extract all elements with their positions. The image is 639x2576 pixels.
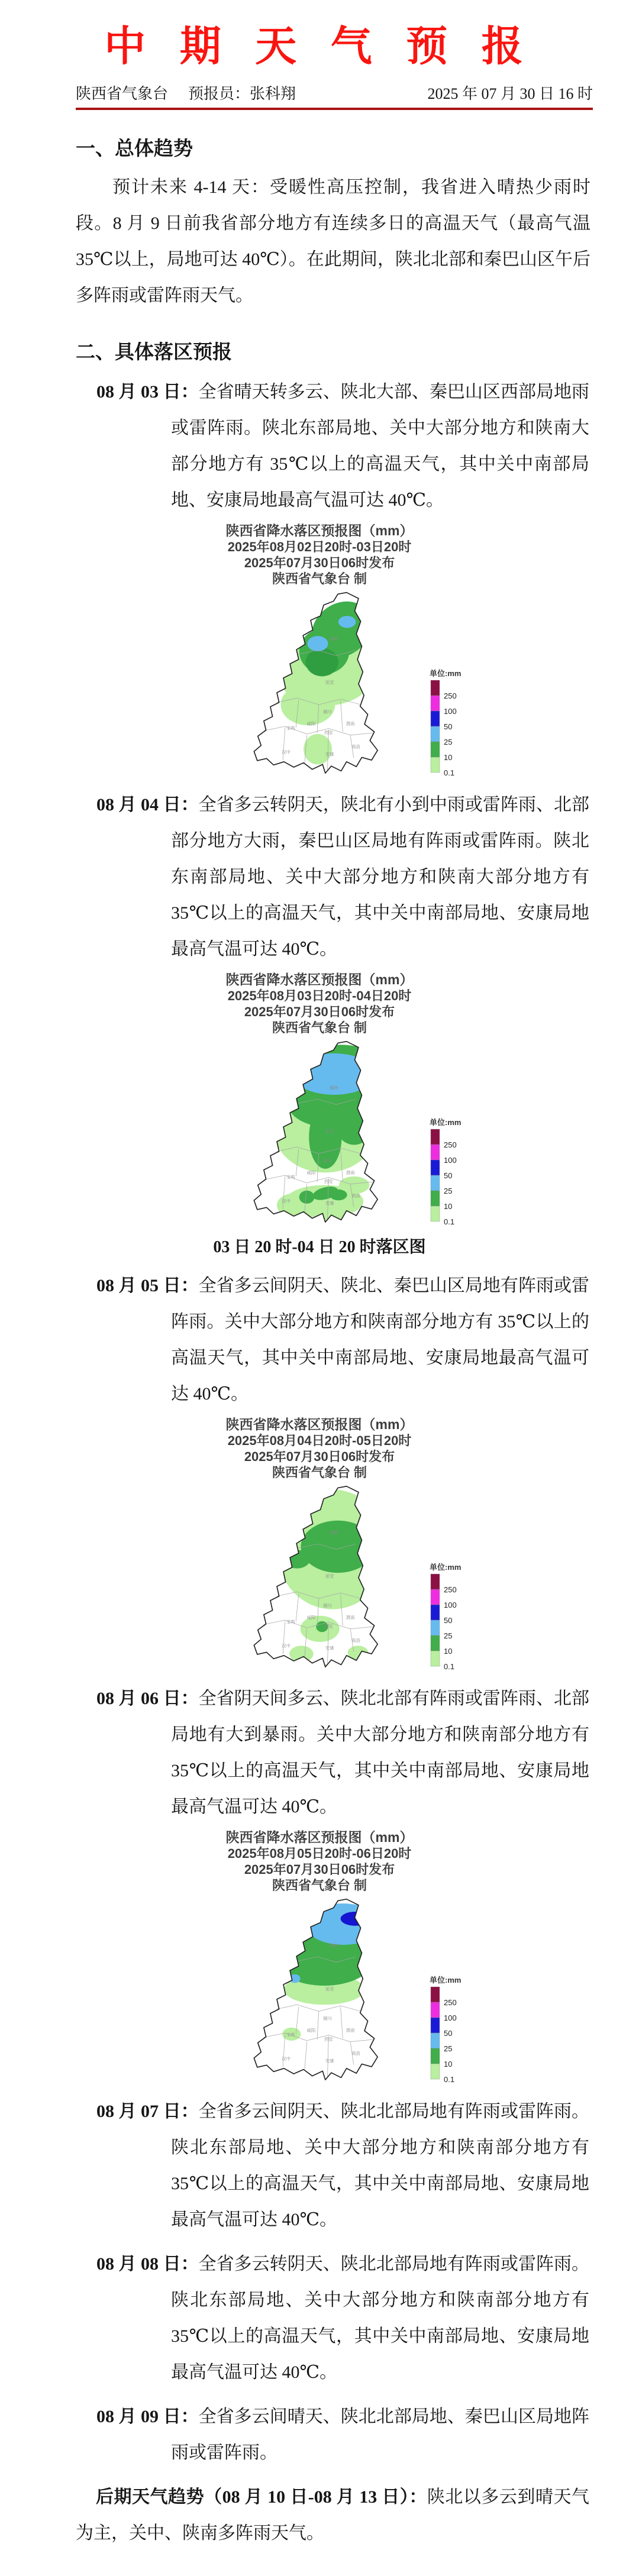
legend-value: 100 — [444, 2013, 457, 2022]
shaanxi-precip-map — [154, 1483, 485, 1672]
forecaster-name: 预报员：张科翔 — [188, 85, 296, 102]
map-title: 陕西省降水落区预报图（mm） — [225, 1830, 414, 1845]
city-label: 榆林 — [330, 1942, 338, 1948]
map-title-block — [136, 1830, 503, 1893]
legend-swatch — [431, 2002, 440, 2018]
city-label: 渭南 — [346, 1170, 355, 1176]
section-heading-detail: 二、具体落区预报 — [76, 341, 232, 363]
agency-name: 陕西省气象台 — [76, 85, 169, 102]
city-label: 商洛 — [351, 2050, 360, 2056]
legend-swatch — [431, 2048, 440, 2064]
legend-value: 250 — [444, 1998, 457, 2007]
city-label: 商洛 — [351, 1637, 360, 1643]
entry-date: 08 月 07 日： — [96, 2102, 199, 2121]
legend-value: 250 — [444, 1585, 457, 1594]
map-issued: 2025年07月30日06时发布 — [244, 1004, 395, 1019]
legend-value: 10 — [444, 1647, 453, 1656]
forecast-entry-aug07 — [96, 2093, 589, 2238]
entry-date: 08 月 09 日： — [96, 2407, 199, 2426]
city-label: 咸阳 — [306, 1170, 316, 1176]
map-credit: 陕西省气象台 制 — [272, 571, 367, 586]
page-title: 中 期 天 气 预 报 — [104, 24, 535, 70]
legend-swatch — [431, 757, 440, 773]
map-title: 陕西省降水落区预报图（mm） — [225, 972, 414, 987]
legend-unit-label: 单位:mm — [430, 669, 462, 678]
map-issued: 2025年07月30日06时发布 — [244, 1862, 395, 1877]
city-label: 榆林 — [330, 1085, 338, 1091]
legend-swatch — [431, 1651, 440, 1666]
city-label: 铜川 — [323, 2015, 332, 2021]
shaanxi-precip-map — [154, 1896, 485, 2085]
map-legend — [430, 1118, 461, 1226]
legend-value: 0.1 — [444, 2075, 455, 2084]
entry-date: 08 月 06 日： — [96, 1689, 199, 1708]
entry-text: 全省多云转阴天，陕北有小到中雨或雷阵雨、北部部分地方大雨，秦巴山区局地有阵雨或雷阵雨。陕北东南部局地、关中大部分地方和陕南大部分地方有 35℃以上的高温天气，其中关中南部局地、安康局地最高气温可达 40℃。 — [171, 795, 590, 959]
city-label: 汉中 — [282, 749, 291, 755]
city-label: 安康 — [325, 1645, 334, 1651]
legend-swatch — [431, 1636, 440, 1651]
legend-value: 0.1 — [444, 768, 455, 777]
city-label: 铜川 — [323, 1602, 332, 1608]
legend-value: 100 — [444, 1156, 457, 1165]
city-label: 安康 — [325, 751, 334, 757]
precip-areas — [277, 1489, 388, 1672]
map-caption: 03 日 20 时-04 日 20 时落区图 — [213, 1238, 426, 1256]
legend-value: 25 — [444, 738, 453, 746]
legend-unit-label: 单位:mm — [430, 1118, 462, 1127]
city-label: 西安 — [324, 1178, 333, 1184]
city-label: 咸阳 — [306, 1615, 316, 1621]
legend-value: 25 — [444, 1187, 453, 1195]
city-label: 西安 — [324, 729, 333, 735]
city-label: 汉中 — [282, 1198, 291, 1204]
city-label: 西安 — [324, 2036, 333, 2042]
city-label: 商洛 — [351, 1192, 360, 1198]
entry-date: 08 月 05 日： — [96, 1276, 199, 1295]
map-period: 2025年08月03日20时-04日20时 — [227, 988, 412, 1003]
legend-swatch — [431, 2064, 440, 2079]
later-trend-paragraph — [76, 2479, 589, 2551]
city-label: 渭南 — [346, 721, 355, 727]
city-label: 榆林 — [330, 636, 338, 642]
city-label: 铜川 — [323, 1158, 332, 1163]
city-label: 宝鸡 — [286, 1174, 295, 1180]
overview-paragraph: 预计未来 4-14 天：受暖性高压控制，我省进入晴热少雨时段。8 月 9 日前我省部分地方有连续多日的高温天气（最高气温 35℃以上，局地可达 40℃）。在此期间，陕北北部和秦巴山区午后多阵雨或雷阵雨天气。 — [76, 177, 590, 305]
city-label: 汉中 — [282, 2056, 291, 2061]
legend-value: 0.1 — [444, 1662, 455, 1671]
forecast-document — [0, 18, 639, 2576]
city-label: 宝鸡 — [286, 2032, 295, 2038]
precip-map-canvas — [136, 589, 503, 778]
legend-swatch — [431, 1620, 440, 1636]
map-issued: 2025年07月30日06时发布 — [244, 1449, 395, 1464]
legend-swatch — [431, 1191, 440, 1206]
legend-value: 250 — [444, 1140, 457, 1149]
legend-value: 10 — [444, 753, 453, 762]
map-period: 2025年08月05日20时-06日20时 — [227, 1846, 412, 1861]
city-label: 咸阳 — [306, 721, 316, 727]
issuing-agency-line — [76, 82, 316, 104]
legend-value: 10 — [444, 2060, 453, 2068]
city-label: 安康 — [325, 2058, 334, 2064]
forecast-entry-aug06 — [96, 1680, 589, 1825]
city-label: 铜川 — [323, 709, 332, 715]
legend-value: 10 — [444, 1202, 453, 1211]
map-period: 2025年08月04日20时-05日20时 — [227, 1433, 412, 1448]
legend-unit-label: 单位:mm — [430, 1563, 462, 1572]
map-credit: 陕西省气象台 制 — [272, 1465, 367, 1480]
legend-value: 100 — [444, 1601, 457, 1609]
entry-text: 全省多云间阴天、陕北、秦巴山区局地有阵雨或雷阵雨。关中大部分地方和陕南部分地方有 35℃以上的高温天气，其中关中南部局地、安康局地最高气温可达 40℃。 — [171, 1276, 590, 1404]
legend-swatch — [431, 711, 440, 726]
legend-value: 50 — [444, 1171, 453, 1180]
legend-value: 50 — [444, 1616, 453, 1625]
map-legend — [430, 1976, 461, 2084]
entry-date: 08 月 08 日： — [96, 2254, 199, 2274]
legend-swatch — [431, 726, 440, 742]
forecast-entry-aug05 — [96, 1268, 589, 1412]
legend-value: 25 — [444, 1631, 453, 1640]
city-label: 榆林 — [330, 1530, 338, 1536]
city-label: 延安 — [325, 1986, 334, 1992]
city-label: 渭南 — [346, 1615, 355, 1621]
shaanxi-precip-map — [154, 589, 485, 778]
later-trend-text: 陕北以多云到晴天气为主，关中、陕南多阵雨天气。 — [76, 2487, 589, 2543]
document-subheader — [76, 82, 593, 110]
map-title-block — [136, 523, 503, 587]
map-legend — [430, 669, 461, 777]
precip-map-canvas — [136, 1038, 503, 1227]
legend-swatch — [431, 2018, 440, 2033]
map-issued: 2025年07月30日06时发布 — [244, 555, 395, 570]
legend-swatch — [431, 1206, 440, 1221]
legend-swatch — [431, 680, 440, 696]
city-label: 西安 — [324, 1623, 333, 1629]
city-label: 渭南 — [346, 2028, 355, 2034]
entry-text: 全省多云间阴天、陕北北部局地有阵雨或雷阵雨。陕北东部局地、关中大部分地方和陕南部分地方有 35℃以上的高温天气，其中关中南部局地、安康局地最高气温可达 40℃。 — [171, 2102, 590, 2229]
entry-date: 08 月 03 日： — [96, 382, 199, 402]
legend-unit-label: 单位:mm — [430, 1976, 462, 1984]
city-label: 汉中 — [282, 1643, 291, 1649]
precip-areas — [260, 590, 382, 764]
legend-swatch — [431, 1987, 440, 2002]
forecast-entry-aug08 — [96, 2246, 589, 2390]
legend-swatch — [431, 1175, 440, 1191]
city-label: 宝鸡 — [286, 725, 295, 731]
map-legend — [430, 1563, 461, 1671]
precip-map-figure-3 — [136, 1417, 503, 1672]
legend-swatch — [431, 696, 440, 711]
issue-datetime: 2025 年 07 月 30 日 16 时 — [427, 85, 593, 102]
precip-map-figure-1 — [136, 523, 503, 778]
city-label: 延安 — [325, 1573, 334, 1579]
city-label: 延安 — [325, 1129, 334, 1135]
map-credit: 陕西省气象台 制 — [272, 1020, 367, 1035]
city-label: 延安 — [325, 680, 334, 686]
precip-map-canvas — [136, 1483, 503, 1672]
legend-swatch — [431, 2033, 440, 2048]
map-title: 陕西省降水落区预报图（mm） — [225, 523, 414, 538]
legend-swatch — [431, 1160, 440, 1175]
legend-value: 50 — [444, 722, 453, 731]
precip-map-figure-2 — [136, 972, 503, 1227]
city-label: 安康 — [325, 1200, 334, 1206]
legend-value: 25 — [444, 2044, 453, 2053]
map-credit: 陕西省气象台 制 — [272, 1878, 367, 1893]
legend-value: 50 — [444, 2029, 453, 2038]
city-label: 宝鸡 — [286, 1619, 295, 1625]
later-trend-label: 后期天气趋势（08 月 10 日-08 月 13 日）： — [96, 2487, 427, 2507]
legend-swatch — [431, 1605, 440, 1620]
entry-text: 全省阴天间多云、陕北北部有阵雨或雷阵雨、北部局地有大到暴雨。关中大部分地方和陕南部分地方有 35℃以上的高温天气，其中关中南部局地、安康局地最高气温可达 40℃。 — [171, 1689, 590, 1817]
legend-swatch — [431, 742, 440, 757]
map-title-block — [136, 972, 503, 1036]
legend-value: 100 — [444, 707, 457, 716]
legend-value: 250 — [444, 691, 457, 700]
entry-text: 全省晴天转多云、陕北大部、秦巴山区西部局地雨或雷阵雨。陕北东部局地、关中大部分地方和陕南大部分地方有 35℃以上的高温天气，其中关中南部局地、安康局地最高气温可达 40℃。 — [171, 382, 590, 510]
legend-swatch — [431, 1589, 440, 1605]
precip-map-canvas — [136, 1896, 503, 2085]
entry-text: 全省多云转阴天、陕北北部局地有阵雨或雷阵雨。陕北东部局地、关中大部分地方和陕南部分地方有 35℃以上的高温天气，其中关中南部局地、安康局地最高气温可达 40℃。 — [171, 2254, 590, 2382]
legend-swatch — [431, 1574, 440, 1589]
city-label: 商洛 — [351, 744, 360, 749]
legend-value: 0.1 — [444, 1217, 455, 1226]
precip-map-figure-4 — [136, 1830, 503, 2085]
map-title-block — [136, 1417, 503, 1481]
map-title: 陕西省降水落区预报图（mm） — [225, 1417, 414, 1432]
legend-swatch — [431, 1129, 440, 1145]
legend-swatch — [431, 1145, 440, 1160]
shaanxi-precip-map — [154, 1038, 485, 1227]
forecast-entry-aug04 — [96, 787, 589, 967]
map-period: 2025年08月02日20时-03日20时 — [227, 539, 412, 554]
forecast-entry-aug09 — [96, 2399, 589, 2471]
entry-text: 全省多云间晴天、陕北北部局地、秦巴山区局地阵雨或雷阵雨。 — [171, 2407, 590, 2462]
section-heading-overview: 一、总体趋势 — [76, 137, 193, 159]
city-label: 咸阳 — [306, 2028, 316, 2034]
entry-date: 08 月 04 日： — [96, 795, 199, 815]
forecast-entry-aug03 — [96, 374, 589, 518]
